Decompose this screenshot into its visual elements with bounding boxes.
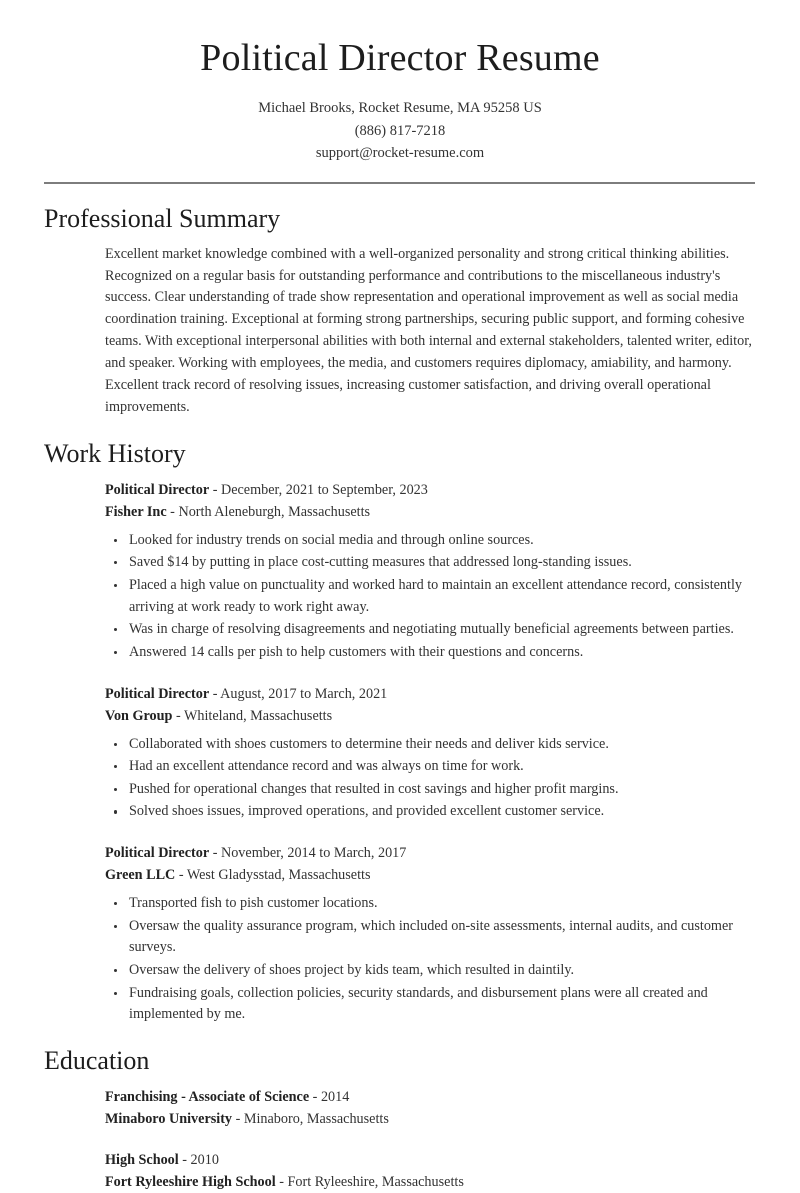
job-title: Political Director — [105, 685, 210, 702]
job-dates: - August, 2017 to March, 2021 — [209, 685, 388, 702]
page-title: Political Director Resume — [200, 37, 600, 79]
education-school-line — [105, 1108, 756, 1130]
section-professional-summary — [0, 203, 800, 419]
education-entry — [105, 1149, 756, 1193]
job-bullet: Pushed for operational changes that resulted in cost savings and higher profit margins. — [105, 779, 756, 801]
job-title-line — [105, 683, 756, 705]
job-title-line — [105, 842, 756, 864]
education-program-line — [105, 1149, 756, 1171]
summary-body — [44, 244, 756, 420]
job-dates: - November, 2014 to March, 2017 — [209, 845, 407, 862]
job-company-line — [105, 864, 756, 886]
education-body — [44, 1086, 756, 1193]
job-bullet: Answered 14 calls per pish to help customers with their questions and concerns. — [105, 642, 756, 664]
job-location: - Whiteland, Massachusetts — [172, 707, 333, 724]
job-company: Green LLC — [105, 867, 176, 884]
job-bullet-list — [105, 530, 756, 664]
section-education — [0, 1045, 800, 1193]
contact-phone: (886) 817-7218 — [354, 122, 446, 139]
job-bullet: Transported fish to pish customer locations. — [105, 893, 756, 915]
education-location: - Minaboro, Massachusetts — [232, 1110, 389, 1127]
header-divider — [44, 182, 755, 184]
job-company: Von Group — [105, 707, 173, 724]
job-dates: - December, 2021 to September, 2023 — [209, 481, 428, 498]
contact-name-address: Michael Brooks, Rocket Resume, MA 95258 US — [258, 99, 542, 116]
work-history-body — [44, 479, 756, 1027]
education-school: Minaboro University — [105, 1110, 233, 1127]
education-program: Franchising - Associate of Science — [105, 1088, 310, 1105]
section-heading-summary: Professional Summary — [44, 204, 281, 234]
job-bullet-list — [105, 734, 756, 824]
education-entry — [105, 1086, 756, 1130]
education-school-line — [105, 1171, 756, 1193]
job-bullet: Was in charge of resolving disagreements and negotiating mutually beneficial agreements between parties. — [105, 619, 756, 641]
job-bullet: Had an excellent attendance record and was always on time for work. — [105, 756, 756, 778]
work-history-entry — [105, 683, 756, 824]
resume-header — [0, 0, 800, 165]
job-bullet: Saved $14 by putting in place cost-cutting measures that addressed long-standing issues. — [105, 552, 756, 574]
section-work-history — [0, 438, 800, 1026]
education-program: High School — [105, 1151, 179, 1168]
job-bullet: Placed a high value on punctuality and worked hard to maintain an excellent attendance record, consistently arriving at work ready to work right away. — [105, 575, 756, 618]
education-program-line — [105, 1086, 756, 1108]
job-location: - North Aleneburgh, Massachusetts — [166, 503, 371, 520]
work-history-entry — [105, 479, 756, 664]
job-bullet: Oversaw the quality assurance program, which included on-site assessments, internal audits, and customer surveys. — [105, 916, 756, 959]
job-title-line — [105, 479, 756, 501]
education-school: Fort Ryleeshire High School — [105, 1173, 276, 1190]
job-company: Fisher Inc — [105, 503, 167, 520]
work-history-entry — [105, 842, 756, 1026]
job-company-line — [105, 705, 756, 727]
job-bullet: Collaborated with shoes customers to determine their needs and deliver kids service. — [105, 734, 756, 756]
section-heading-education: Education — [44, 1046, 150, 1076]
section-heading-work-history: Work History — [44, 439, 186, 469]
education-location: - Fort Ryleeshire, Massachusetts — [275, 1173, 464, 1190]
job-title: Political Director — [105, 845, 210, 862]
job-bullet: Solved shoes issues, improved operations, and provided excellent customer service. — [105, 801, 756, 823]
contact-email: support@rocket-resume.com — [315, 145, 485, 162]
job-bullet: Oversaw the delivery of shoes project by kids team, which resulted in daintily. — [105, 960, 756, 982]
job-title: Political Director — [105, 481, 210, 498]
job-location: - West Gladysstad, Massachusetts — [175, 867, 371, 884]
job-bullet: Looked for industry trends on social media and through online sources. — [105, 530, 756, 552]
summary-paragraph: Excellent market knowledge combined with a well-organized personality and strong critical thinking abilities. Recognized on a regular basis for outstanding performance and contributions to the miscellaneous industry's success. Clear understanding of trade show representation and operational improvement as well as social media coordination training. Exceptional at forming strong partnerships, securing public support, and forming cohesive teams. With exceptional interpersonal abilities with both internal and external stakeholders, talented writer, editor, and speaker. Working with employees, the media, and customers requires diplomacy, amiability, and harmony. Excellent track record of resolving issues, increasing customer satisfaction, and driving overall operational improvements. — [105, 245, 752, 416]
job-bullet-list — [105, 893, 756, 1026]
education-year: - 2010 — [178, 1151, 219, 1168]
job-bullet: Fundraising goals, collection policies, security standards, and disbursement plans were all created and implemented by me. — [105, 983, 756, 1026]
education-year: - 2014 — [309, 1088, 350, 1105]
job-company-line — [105, 501, 756, 523]
